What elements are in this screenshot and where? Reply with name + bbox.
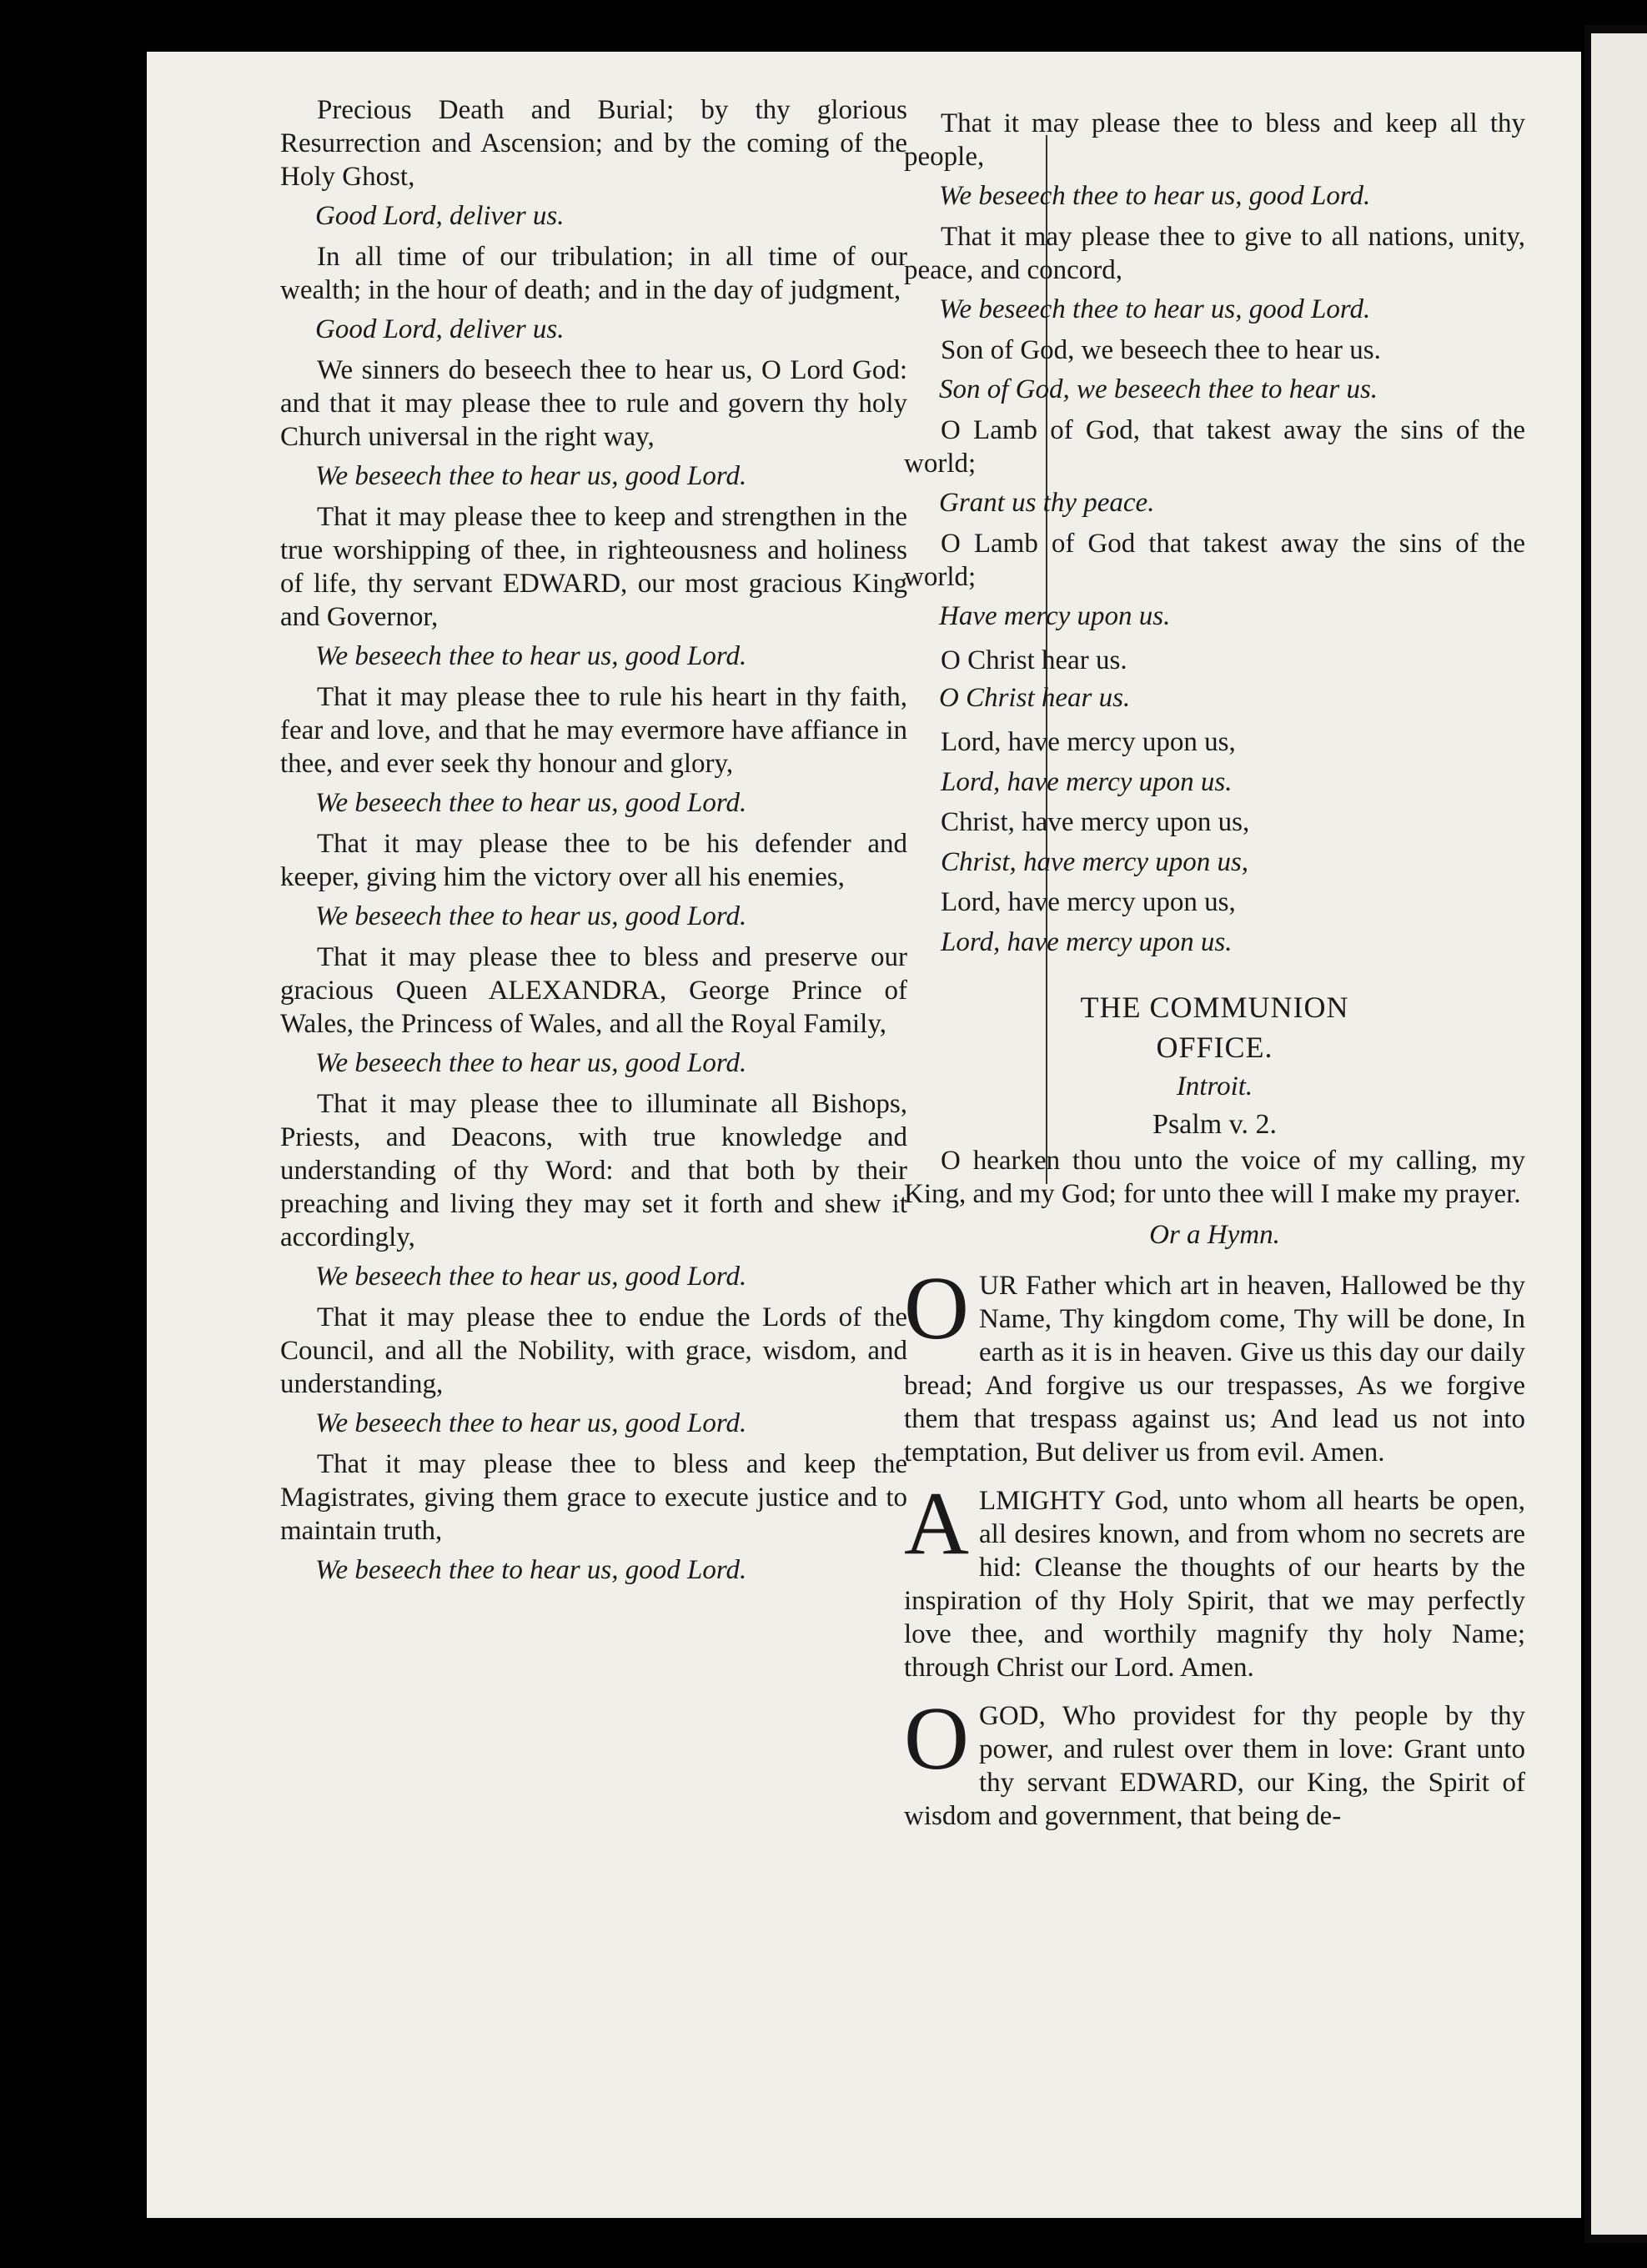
- rubric: Introit.: [1176, 1071, 1253, 1101]
- response-line: We beseech thee to hear us, good Lord.: [315, 788, 747, 818]
- paragraph-text: UR Father which art in heaven, Hallowed be thy Name, Thy kingdom come, Thy will be done, In earth as it is in heaven. Give us this day our daily bread; And forgive us our trespasses, As we forgive them that trespass against us; And lead us not into temptation, But deliver us from evil. Amen.: [904, 1271, 1525, 1468]
- response-line: We beseech thee to hear us, good Lord.: [315, 1262, 747, 1292]
- petition-paragraph: That it may please thee to bless and keep all thy people,: [904, 108, 1525, 172]
- petition-paragraph: That it may please thee to rule his heart in thy faith, fear and love, and that he may evermore have affiance in thee, and ever seek thy honour and glory,: [280, 682, 907, 779]
- petition-paragraph: O Lamb of God, that takest away the sins of the world;: [904, 415, 1525, 479]
- response-line: We beseech thee to hear us, good Lord.: [315, 1408, 747, 1438]
- petition-paragraph: O hearken thou unto the voice of my calling, my King, and my God; for unto thee will I make my prayer.: [904, 1146, 1525, 1209]
- response-line: We beseech thee to hear us, good Lord.: [315, 901, 747, 931]
- petition-paragraph: Precious Death and Burial; by thy glorious Resurrection and Ascension; and by the coming of the Holy Ghost,: [280, 95, 907, 192]
- document-page: [147, 52, 1581, 2218]
- petition-paragraph: That it may please thee to bless and keep the Magistrates, giving them grace to execute justice and to maintain truth,: [280, 1449, 907, 1546]
- paragraph-text: GOD, Who providest for thy people by thy power, and rulest over them in love: Grant unto thy servant EDWARD, our King, the Spirit of wisdom and government, that being de-: [904, 1701, 1525, 1831]
- response-line: Christ, have mercy upon us,: [941, 847, 1249, 877]
- versicle-line: Lord, have mercy upon us,: [941, 887, 1236, 917]
- petition-paragraph: That it may please thee to give to all nations, unity, peace, and concord,: [904, 222, 1525, 285]
- left-column: [280, 93, 907, 1594]
- response-line: We beseech thee to hear us, good Lord.: [939, 181, 1371, 211]
- rubric: Or a Hymn.: [1149, 1220, 1280, 1250]
- versicle-line: Christ, have mercy upon us,: [941, 807, 1250, 837]
- response-line: Good Lord, deliver us.: [315, 314, 565, 344]
- response-line: Have mercy upon us.: [939, 601, 1171, 631]
- versicle-line: Lord, have mercy upon us,: [941, 727, 1236, 757]
- petition-paragraph: That it may please thee to bless and preserve our gracious Queen ALEXANDRA, George Prince of Wales, the Princess of Wales, and all the Royal Family,: [280, 942, 907, 1039]
- drop-cap-letter: A: [904, 1474, 969, 1573]
- response-line: O Christ hear us.: [939, 683, 1131, 713]
- petition-paragraph: O Lamb of God that takest away the sins of the world;: [904, 529, 1525, 592]
- response-line: Good Lord, deliver us.: [315, 201, 565, 231]
- petition-paragraph: That it may please thee to be his defender and keeper, giving him the victory over all his enemies,: [280, 829, 907, 892]
- drop-cap-paragraph: [904, 1259, 1525, 1469]
- response-line: We beseech thee to hear us, good Lord.: [939, 294, 1371, 324]
- petition-paragraph: That it may please thee to endue the Lords of the Council, and all the Nobility, with grace, wisdom, and understanding,: [280, 1302, 907, 1399]
- petition-paragraph: That it may please thee to illuminate all Bishops, Priests, and Deacons, with true knowledge and understanding of thy Word: and that both by their preaching and living they may set it forth and shew it accordingly,: [280, 1089, 907, 1252]
- versicle-line: O Christ hear us.: [941, 645, 1127, 675]
- adjacent-page: [1591, 33, 1647, 2235]
- response-line: Son of God, we beseech thee to hear us.: [939, 374, 1378, 404]
- response-line: Lord, have mercy upon us.: [941, 927, 1233, 957]
- response-line: Grant us thy peace.: [939, 488, 1155, 518]
- drop-cap-letter: O: [904, 1259, 969, 1358]
- paragraph-text: LMIGHTY God, unto whom all hearts be open, all desires known, and from whom no secrets are hid: Cleanse the thoughts of our hearts by the inspiration of thy Holy Spirit, that we may perfectly love thee, and worthily magnify thy holy Name; through Christ our Lord. Amen.: [904, 1486, 1525, 1683]
- section-heading: OFFICE.: [1156, 1031, 1273, 1064]
- response-line: We beseech thee to hear us, good Lord.: [315, 461, 747, 491]
- petition-paragraph: We sinners do beseech thee to hear us, O Lord God: and that it may please thee to rule and govern thy holy Church universal in the right way,: [280, 355, 907, 452]
- response-line: We beseech thee to hear us, good Lord.: [315, 1048, 747, 1078]
- response-line: We beseech thee to hear us, good Lord.: [315, 641, 747, 671]
- drop-cap-paragraph: [904, 1474, 1525, 1684]
- section-heading: THE COMMUNION: [1080, 991, 1349, 1024]
- response-line: Lord, have mercy upon us.: [941, 767, 1233, 797]
- petition-paragraph: In all time of our tribulation; in all time of our wealth; in the hour of death; and in the day of judgment,: [280, 242, 907, 305]
- right-column: [904, 107, 1525, 1836]
- petition-paragraph: Son of God, we beseech thee to hear us.: [941, 335, 1381, 365]
- response-line: We beseech thee to hear us, good Lord.: [315, 1555, 747, 1585]
- petition-paragraph: That it may please thee to keep and strengthen in the true worshipping of thee, in righteousness and holiness of life, thy servant EDWARD, our most gracious King and Governor,: [280, 502, 907, 632]
- drop-cap-letter: O: [904, 1689, 969, 1789]
- psalm-reference: Psalm v. 2.: [1152, 1109, 1277, 1140]
- drop-cap-paragraph: [904, 1689, 1525, 1833]
